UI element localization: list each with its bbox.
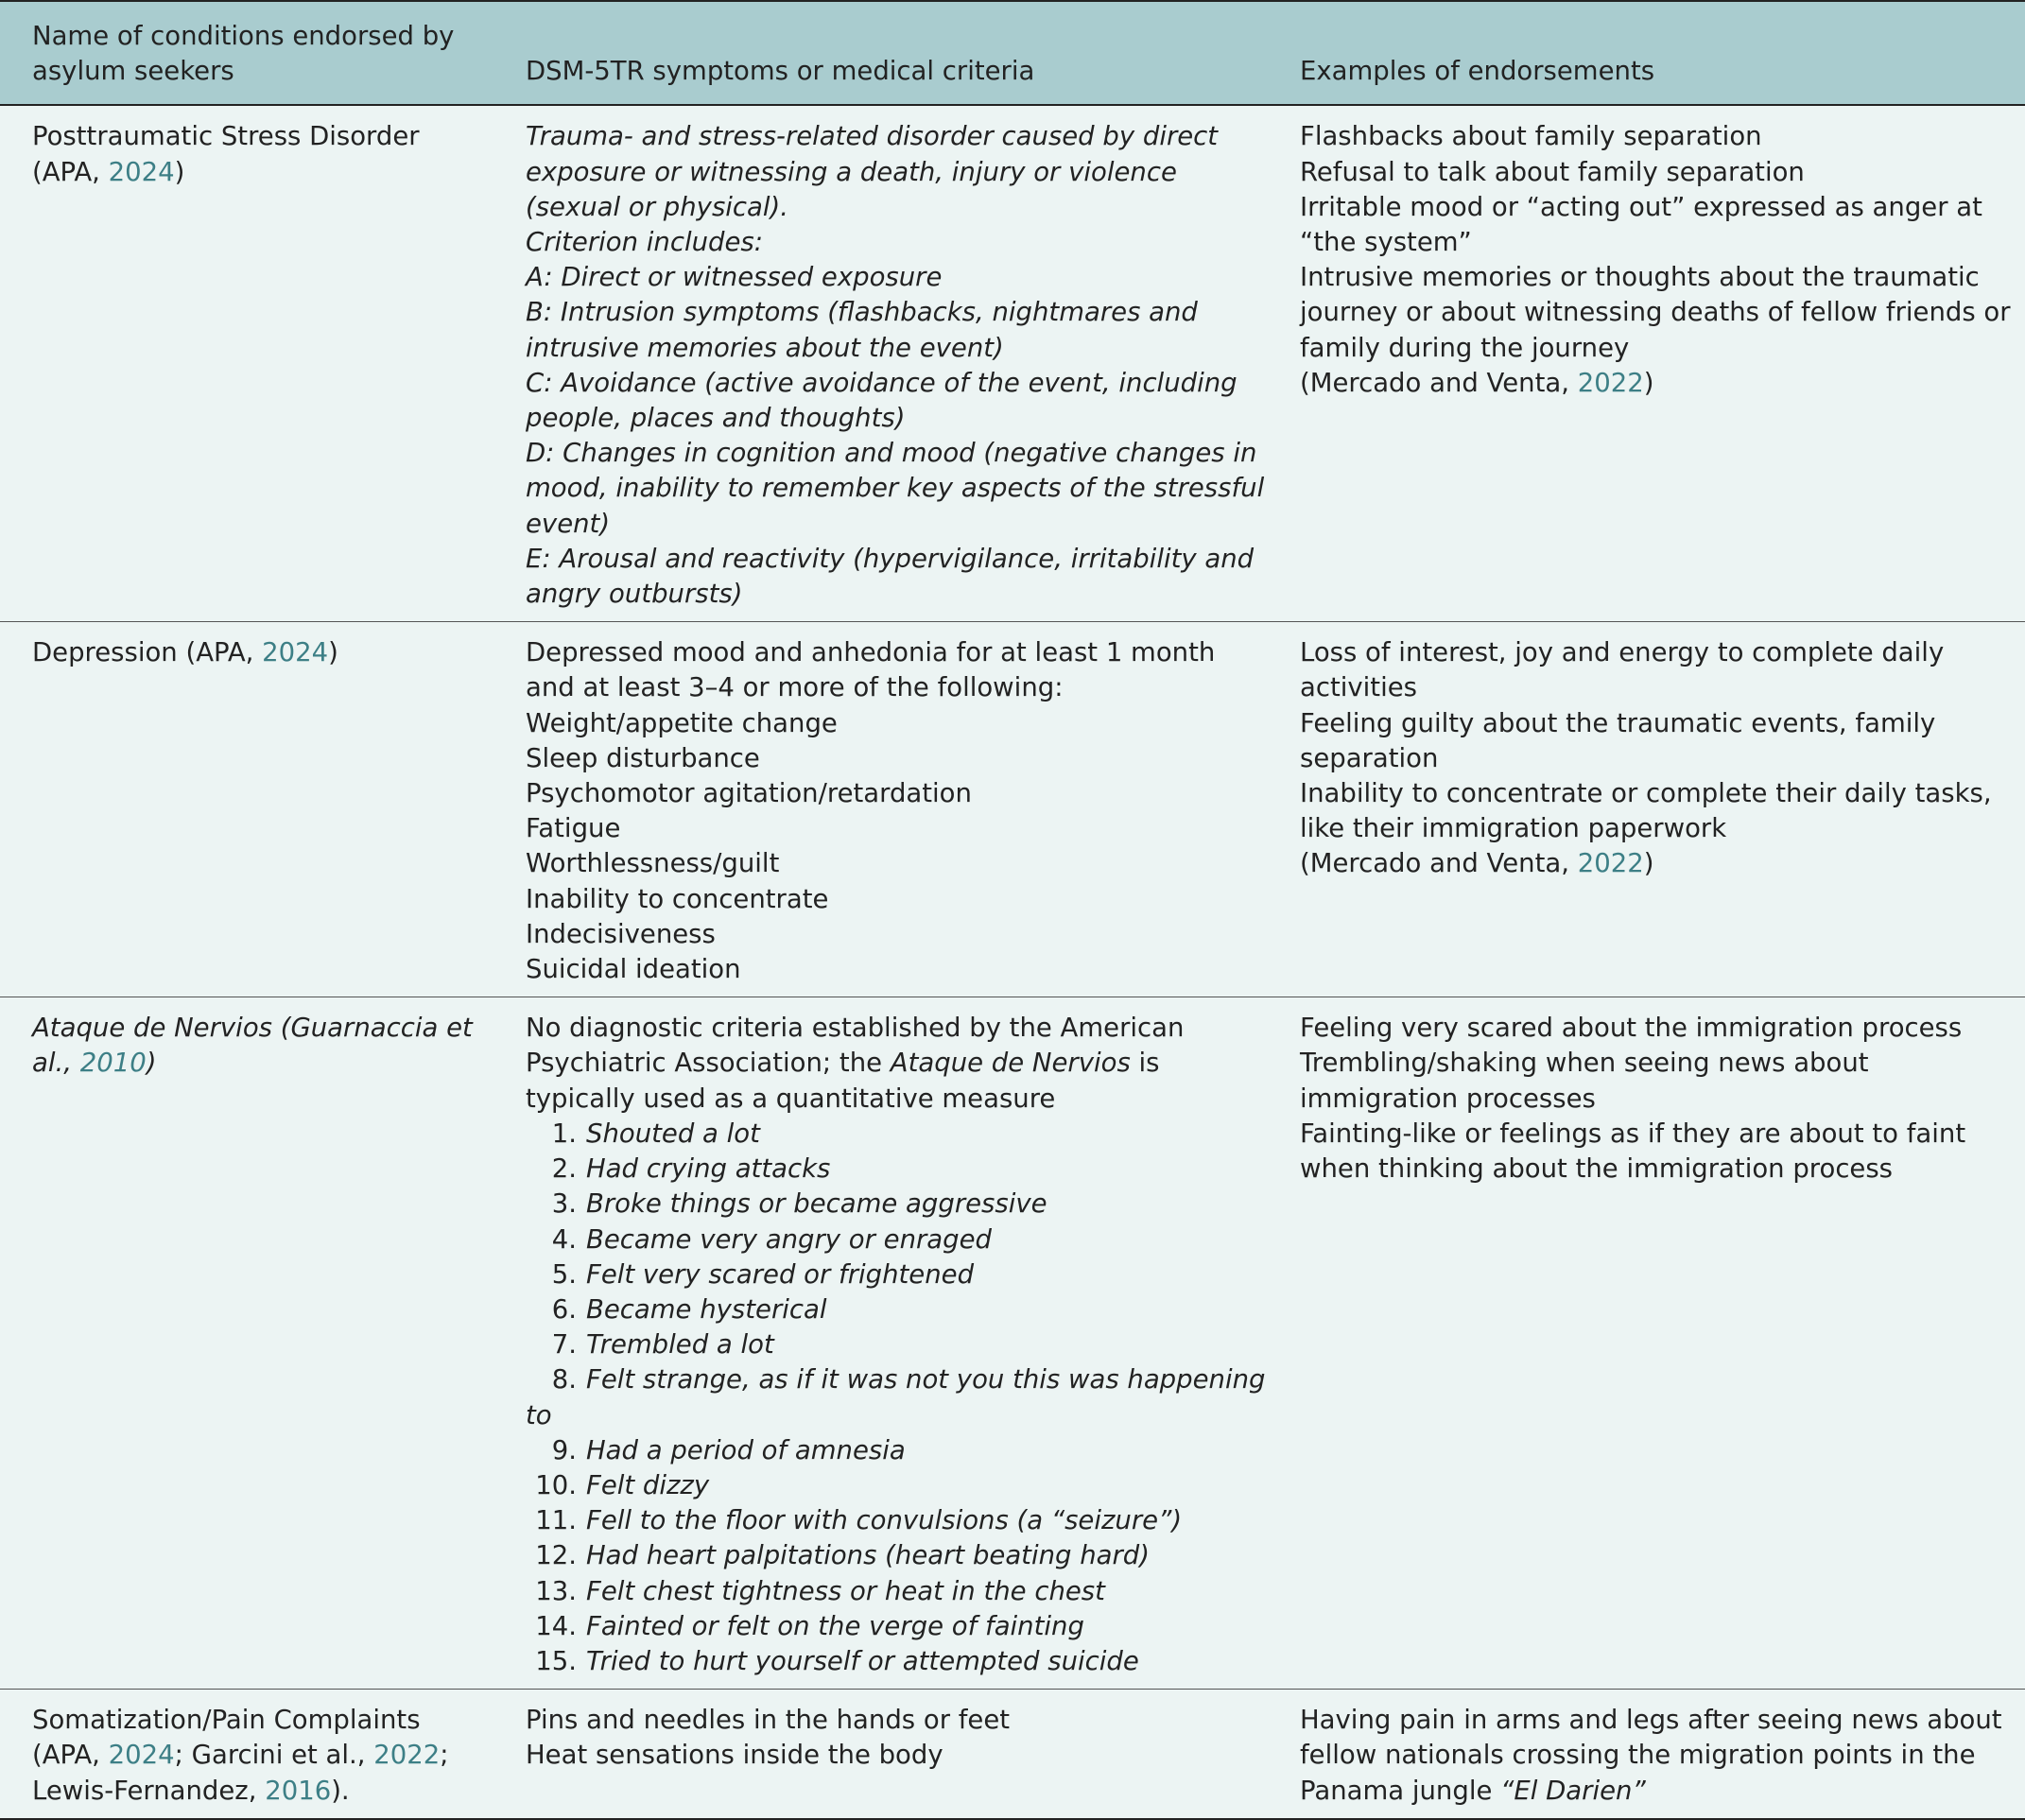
list-number: 10. — [535, 1469, 577, 1500]
condition-tail: ) — [146, 1048, 157, 1079]
examples-cell — [1277, 1690, 2025, 1819]
list-number: 4. — [551, 1223, 577, 1255]
list-text: Felt dizzy — [586, 1469, 710, 1500]
citation-text: (Mercado and Venta, — [1300, 848, 1578, 879]
list-number: 13. — [535, 1575, 577, 1606]
table-row — [0, 1690, 2025, 1819]
examples-cell — [1277, 997, 2025, 1690]
citation-tail: ) — [1643, 848, 1654, 879]
citation-link[interactable]: 2024 — [108, 1740, 175, 1771]
citation-link[interactable]: 2024 — [262, 637, 329, 668]
example-line: Feeling very scared about the immigration process — [1300, 1013, 1963, 1044]
condition-name: Ataque de Nervios (Guarnaccia et al., — [32, 1013, 473, 1079]
list-number: 7. — [551, 1329, 577, 1361]
criteria-line: Psychomotor agitation/retardation — [526, 778, 972, 809]
condition-text: ; Garcini et al., — [174, 1740, 374, 1771]
criteria-line: Criterion includes: — [526, 227, 764, 258]
criteria-line: D: Changes in cognition and mood (negative changes in mood, inability to remember key aspects of the stressful event) — [526, 438, 1265, 539]
citation-tail: ) — [1643, 367, 1654, 398]
table-row — [0, 105, 2025, 621]
criteria-line: Heat sensations inside the body — [526, 1740, 943, 1771]
list-number: 3. — [551, 1188, 577, 1220]
header-conditions: Name of conditions endorsed by asylum seekers — [32, 21, 455, 87]
example-line: Inability to concentrate or complete their daily tasks, like their immigration paperwork — [1300, 778, 1992, 844]
criteria-line: Pins and needles in the hands or feet — [526, 1705, 1011, 1736]
example-citation — [1300, 846, 2016, 881]
example-line: Feeling guilty about the traumatic events, family separation — [1300, 707, 1936, 773]
list-item — [526, 1574, 1270, 1609]
condition-cell — [0, 622, 498, 997]
example-citation — [1300, 366, 2016, 401]
list-number: 5. — [551, 1258, 577, 1290]
symptom-list — [526, 1117, 1270, 1679]
list-text: Had a period of amnesia — [586, 1434, 906, 1465]
citation-link[interactable]: 2024 — [108, 156, 175, 187]
citation-link[interactable]: 2016 — [265, 1775, 332, 1806]
list-text: Became hysterical — [586, 1293, 827, 1325]
list-text: Fainted or felt on the verge of fainting — [586, 1610, 1084, 1641]
list-item — [526, 1257, 1270, 1292]
example-line: Fainting-like or feelings as if they are about to faint when thinking about the immigration process — [1300, 1118, 1966, 1185]
condition-name: Somatization/Pain Complaints (APA, — [32, 1705, 421, 1771]
citation-link[interactable]: 2010 — [79, 1048, 147, 1079]
criteria-line: A: Direct or witnessed exposure — [526, 262, 943, 293]
criteria-line: Depressed mood and anhedonia for at least 1 month and at least 3–4 or more of the following: — [526, 637, 1216, 703]
example-line: Loss of interest, joy and energy to complete daily activities — [1300, 637, 1945, 703]
list-item — [526, 1327, 1270, 1362]
examples-cell — [1277, 622, 2025, 997]
list-number: 15. — [535, 1645, 577, 1676]
criteria-line: E: Arousal and reactivity (hypervigilance, irritability and angry outbursts) — [526, 543, 1255, 610]
table-header — [0, 1, 2025, 105]
list-text: Felt strange, as if it was not you this was happening to — [526, 1364, 1266, 1430]
list-item — [526, 1117, 1270, 1152]
example-line: Intrusive memories or thoughts about the traumatic journey or about witnessing deaths of fellow friends or family during the journey — [1300, 262, 2011, 363]
citation-link[interactable]: 2022 — [1577, 848, 1644, 879]
citation-link[interactable]: 2022 — [373, 1740, 441, 1771]
list-item — [526, 1538, 1270, 1573]
list-text: Fell to the floor with convulsions (a “seizure”) — [586, 1505, 1183, 1536]
list-number: 14. — [535, 1610, 577, 1641]
list-text: Became very angry or enraged — [586, 1223, 992, 1255]
condition-cell — [0, 105, 498, 621]
criteria-line: Trauma- and stress-related disorder caused by direct exposure or witnessing a death, injury or violence (sexual or physical). — [526, 121, 1219, 222]
criteria-intro — [526, 1011, 1270, 1117]
list-text: Felt very scared or frightened — [586, 1258, 975, 1290]
condition-tail: ) — [174, 156, 185, 187]
list-text: Tried to hurt yourself or attempted suicide — [586, 1645, 1139, 1676]
list-number: 2. — [551, 1153, 577, 1185]
criteria-line: Weight/appetite change — [526, 707, 838, 738]
condition-text: ; Lewis-Fernandez, — [32, 1740, 449, 1806]
example-line: Having pain in arms and legs after seeing news about fellow nationals crossing the migration points in the Panama jungle — [1300, 1705, 2002, 1806]
list-number: 6. — [551, 1293, 577, 1325]
criteria-line: Inability to concentrate — [526, 883, 829, 914]
criteria-cell — [498, 1690, 1277, 1819]
list-item — [526, 1468, 1270, 1503]
criteria-intro-term: Ataque de Nervios — [890, 1048, 1131, 1079]
criteria-line: Fatigue — [526, 813, 621, 844]
list-item — [526, 1222, 1270, 1257]
list-item — [526, 1609, 1270, 1644]
criteria-cell — [498, 105, 1277, 621]
criteria-intro-text-end: is typically used as a quantitative measure — [526, 1048, 1160, 1114]
criteria-line: C: Avoidance (active avoidance of the event, including people, places and thoughts) — [526, 367, 1238, 434]
list-item — [526, 1503, 1270, 1538]
criteria-cell — [498, 622, 1277, 997]
list-text: Had crying attacks — [586, 1153, 831, 1185]
table-row — [0, 997, 2025, 1690]
list-item — [526, 1187, 1270, 1222]
criteria-line: Indecisiveness — [526, 918, 716, 949]
criteria-line: Sleep disturbance — [526, 742, 760, 773]
list-text: Broke things or became aggressive — [586, 1188, 1047, 1220]
condition-name: Posttraumatic Stress Disorder (APA, — [32, 121, 420, 187]
header-criteria: DSM-5TR symptoms or medical criteria — [526, 56, 1035, 87]
criteria-cell — [498, 997, 1277, 1690]
criteria-line: B: Intrusion symptoms (flashbacks, nightmares and intrusive memories about the event) — [526, 297, 1198, 363]
list-item — [526, 1152, 1270, 1187]
list-text: Felt chest tightness or heat in the chest — [586, 1575, 1105, 1606]
example-line: Flashbacks about family separation — [1300, 121, 1762, 152]
list-number: 11. — [535, 1505, 577, 1536]
examples-cell — [1277, 105, 2025, 621]
list-number: 1. — [551, 1118, 577, 1149]
list-item — [526, 1362, 1270, 1432]
citation-link[interactable]: 2022 — [1577, 367, 1644, 398]
criteria-intro-text: No diagnostic criteria established by the American Psychiatric Association; the — [526, 1013, 1185, 1079]
condition-tail: ) — [328, 637, 338, 668]
header-examples: Examples of endorsements — [1300, 56, 1655, 87]
header-row — [0, 1, 2025, 105]
table-row — [0, 622, 2025, 997]
list-item — [526, 1644, 1270, 1679]
list-item — [526, 1433, 1270, 1468]
list-text: Had heart palpitations (heart beating hard) — [586, 1540, 1150, 1571]
criteria-line: Suicidal ideation — [526, 954, 741, 985]
list-item — [526, 1292, 1270, 1327]
condition-cell — [0, 1690, 498, 1819]
citation-text: (Mercado and Venta, — [1300, 367, 1578, 398]
condition-tail: ). — [331, 1775, 350, 1806]
list-number: 12. — [535, 1540, 577, 1571]
criteria-line: Worthlessness/guilt — [526, 848, 780, 879]
table-body — [0, 105, 2025, 1818]
condition-name: Depression (APA, — [32, 637, 263, 668]
condition-cell — [0, 997, 498, 1690]
list-text: Trembled a lot — [586, 1329, 774, 1361]
list-text: Shouted a lot — [586, 1118, 760, 1149]
example-line: Refusal to talk about family separation — [1300, 156, 1805, 187]
list-number: 9. — [551, 1434, 577, 1465]
example-place-name: “El Darien” — [1500, 1775, 1646, 1806]
example-line: Irritable mood or “acting out” expressed as anger at “the system” — [1300, 191, 1982, 258]
example-line: Trembling/shaking when seeing news about immigration processes — [1300, 1048, 1869, 1114]
list-number: 8. — [551, 1364, 577, 1395]
